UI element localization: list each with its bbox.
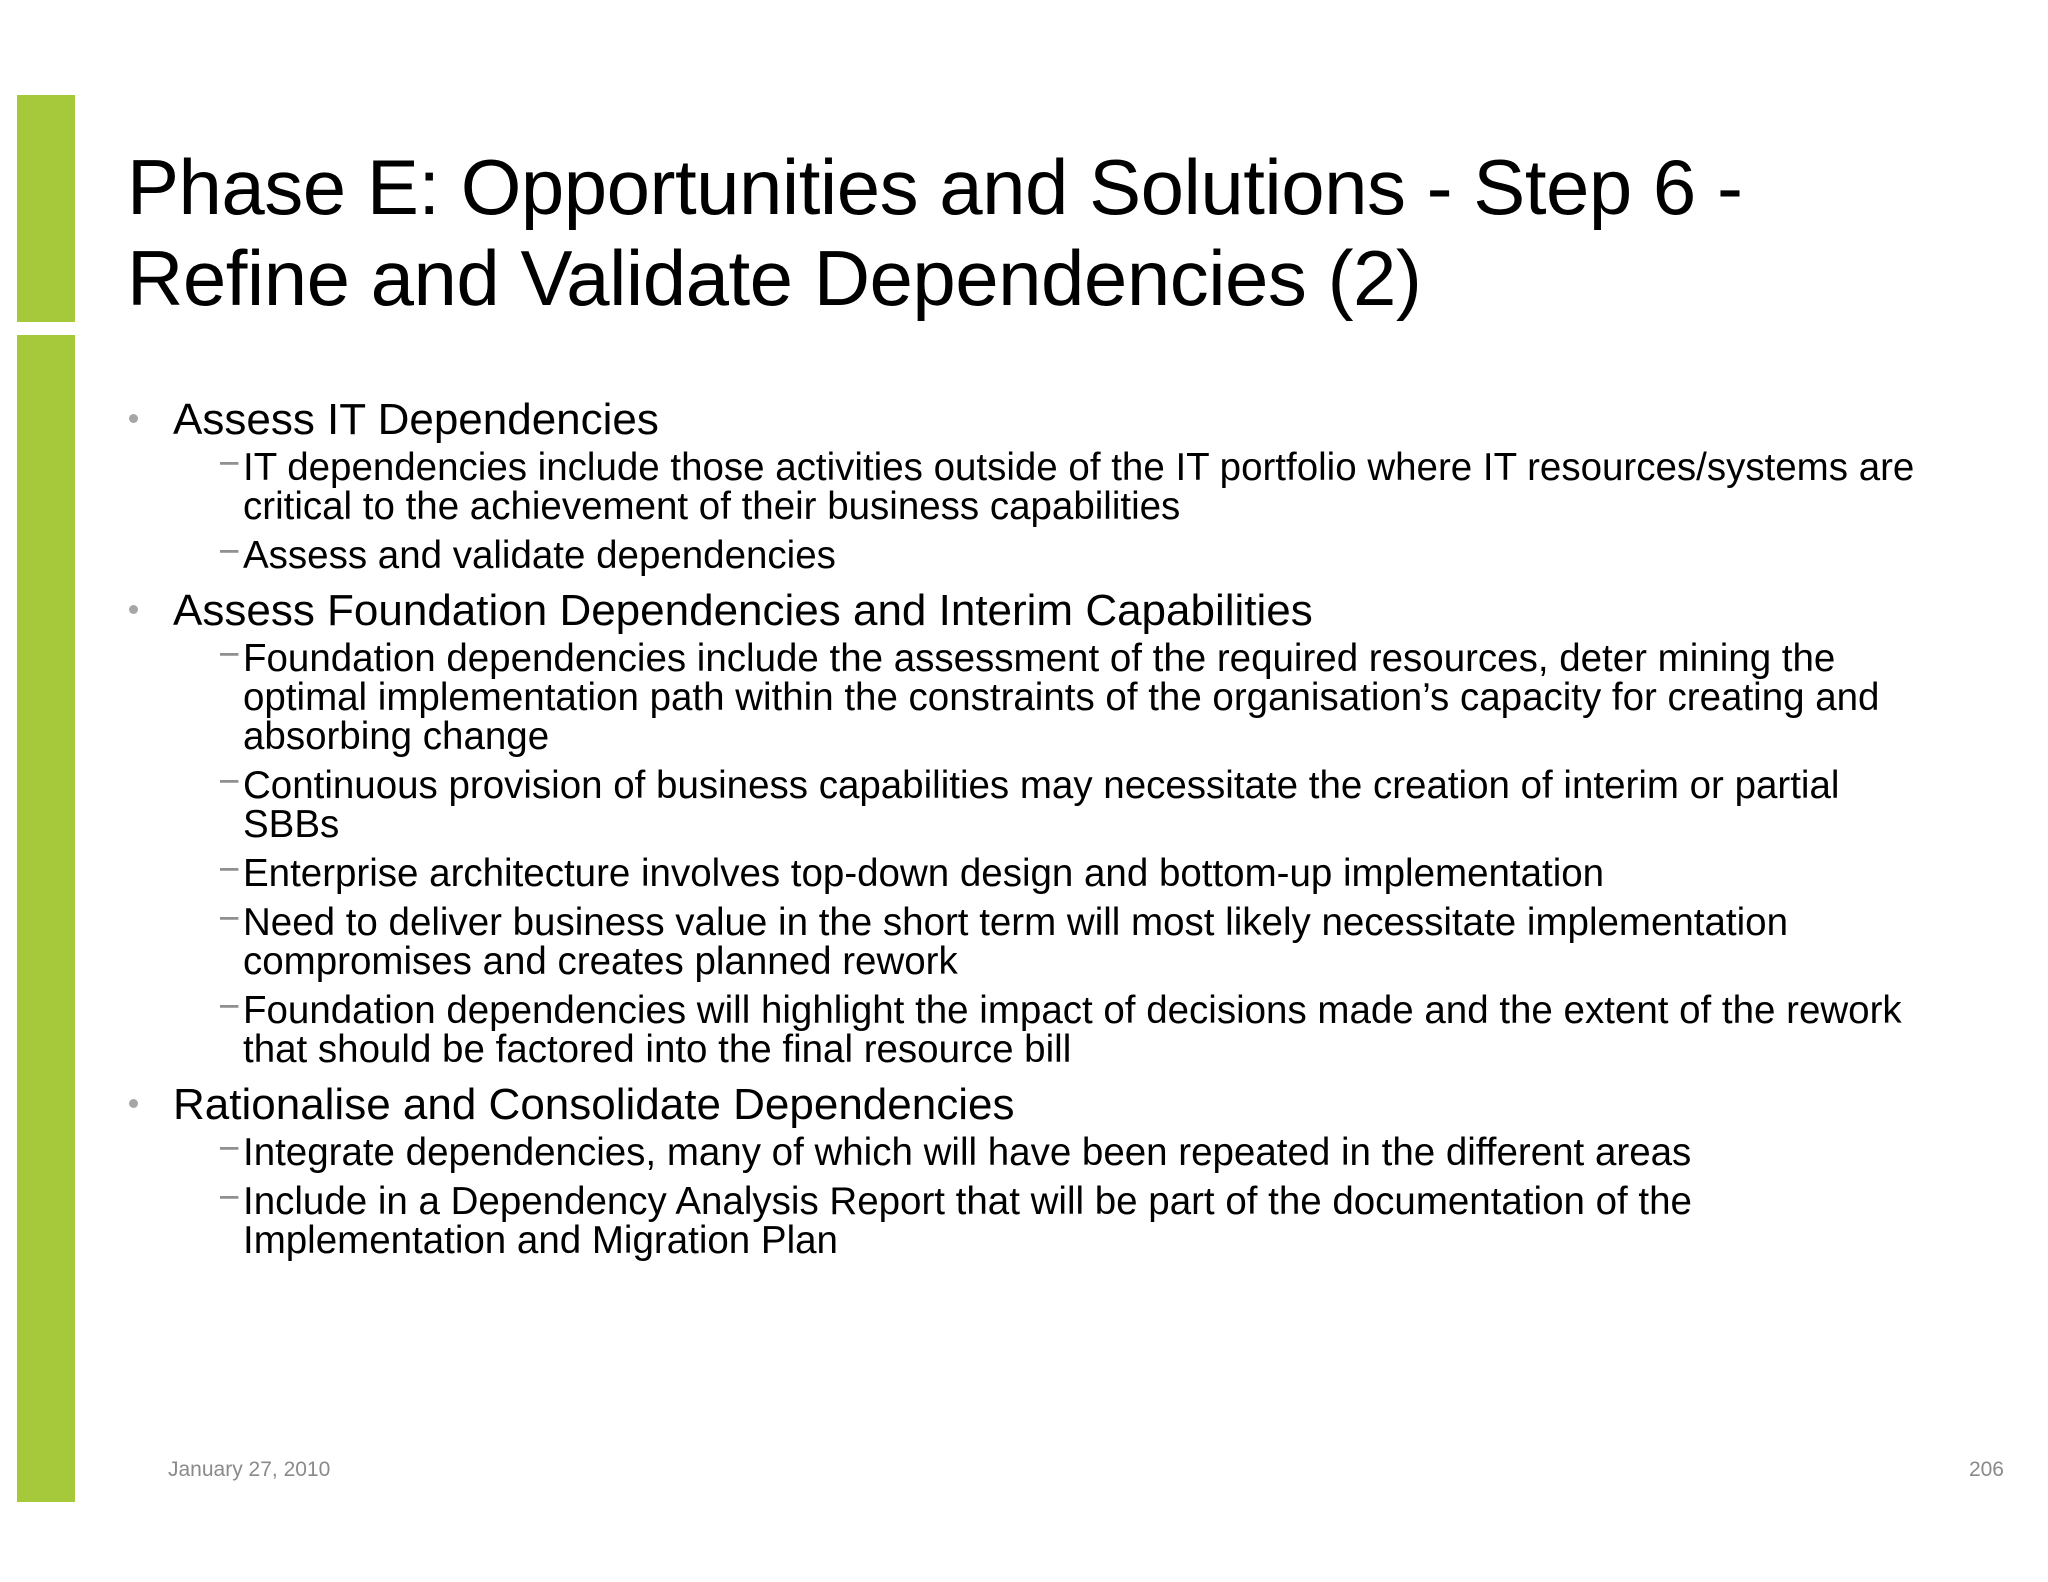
sub-bullet [173, 1177, 1927, 1262]
sub-bullet [173, 849, 1927, 895]
page-number: 206 [1968, 1458, 2004, 1481]
accent-bar-top [17, 95, 75, 322]
slide-title [127, 142, 1907, 324]
sub-bullet [173, 634, 1927, 758]
dash-icon: − [218, 1128, 241, 1170]
dash-icon: − [218, 443, 241, 485]
dash-icon: − [218, 634, 241, 676]
sub-bullet [173, 1128, 1927, 1174]
bullet-text: Rationalise and Consolidate Dependencies [173, 1080, 1015, 1129]
sub-bullet [173, 531, 1927, 577]
sub-bullet-text: Enterprise architecture involves top-down design and bottom-up implementation [243, 852, 1605, 895]
title-line-2: Refine and Validate Dependencies (2) [127, 234, 1422, 322]
dash-icon: − [218, 531, 241, 573]
dash-icon: − [218, 986, 241, 1028]
bullet-text: Assess IT Dependencies [173, 395, 659, 444]
sub-bullet-list [173, 443, 1927, 577]
sub-bullet [173, 986, 1927, 1071]
dash-icon: − [218, 849, 241, 891]
dash-icon: − [218, 1177, 241, 1219]
bullet-text: Assess Foundation Dependencies and Interim Capabilities [173, 586, 1313, 635]
sub-bullet-text: Include in a Dependency Analysis Report that will be part of the documentation of the Implementation and Migration Plan [243, 1180, 1692, 1262]
sub-bullet-text: Integrate dependencies, many of which will have been repeated in the different areas [243, 1131, 1692, 1174]
sub-bullet [173, 761, 1927, 846]
bullet-assess-foundation-dependencies [127, 585, 1927, 1069]
bullet-dot-icon [129, 1099, 138, 1108]
slide-content [127, 394, 1927, 1270]
sub-bullet [173, 898, 1927, 983]
sub-bullet-text: Foundation dependencies will highlight the impact of decisions made and the extent of the rework that should be factored into the final resource bill [243, 989, 1902, 1071]
sub-bullet [173, 443, 1927, 528]
footer-date: January 27, 2010 [168, 1458, 331, 1481]
sub-bullet-list [173, 634, 1927, 1071]
accent-bar-bottom [17, 335, 75, 1502]
bullet-rationalise-dependencies [127, 1079, 1927, 1260]
dash-icon: − [218, 898, 241, 940]
bullet-dot-icon [129, 414, 138, 423]
sub-bullet-text: IT dependencies include those activities outside of the IT portfolio where IT resources/systems are critical to the achievement of their business capabilities [243, 446, 1915, 528]
sub-bullet-text: Foundation dependencies include the assessment of the required resources, deter mining the optimal implementation path within the constraints of the organisation’s capacity for creating and absorbing change [243, 637, 1880, 758]
sub-bullet-list [173, 1128, 1927, 1262]
dash-icon: − [218, 761, 241, 803]
sub-bullet-text: Assess and validate dependencies [243, 534, 836, 577]
bullet-assess-it-dependencies [127, 394, 1927, 575]
title-line-1: Phase E: Opportunities and Solutions - Step 6 - [127, 143, 1743, 231]
sub-bullet-text: Need to deliver business value in the short term will most likely necessitate implementation compromises and creates planned rework [243, 901, 1788, 983]
sub-bullet-text: Continuous provision of business capabilities may necessitate the creation of interim or partial SBBs [243, 764, 1840, 846]
bullet-dot-icon [129, 605, 138, 614]
